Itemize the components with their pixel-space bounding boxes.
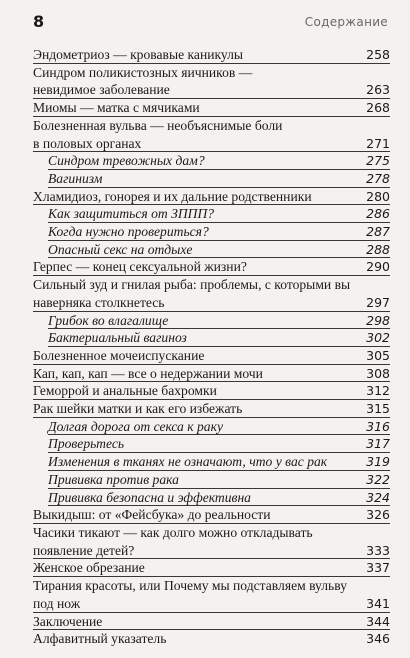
toc-entry[interactable] bbox=[0, 400, 410, 418]
toc-subentry[interactable] bbox=[0, 205, 410, 223]
toc-page-number: 290 bbox=[366, 259, 390, 275]
toc-entry-title: Сильный зуд и гнилая рыба: проблемы, с которыми вы bbox=[33, 277, 351, 293]
toc-subentry[interactable] bbox=[0, 435, 410, 453]
toc-entry-title: Миомы — матка с мячиками bbox=[33, 100, 200, 116]
running-head: Содержание bbox=[304, 15, 388, 29]
toc-entry[interactable] bbox=[0, 559, 410, 577]
toc-entry-title: Тирания красоты, или Почему мы подставляем вульву bbox=[33, 578, 347, 594]
toc-page-number: 337 bbox=[366, 560, 390, 576]
toc-entry-title: Геморрой и анальные бахромки bbox=[33, 383, 217, 399]
toc-entry-title-continued: в половых органах bbox=[33, 135, 142, 151]
toc-page-number: 288 bbox=[366, 241, 390, 257]
toc-subentry[interactable] bbox=[0, 223, 410, 241]
toc-entry-title-continued: под нож bbox=[33, 595, 81, 611]
toc-entry-title-continued: появление детей? bbox=[33, 542, 135, 558]
toc-entry-title: Эндометриоз — кровавые каникулы bbox=[33, 47, 244, 62]
toc-page-number: 298 bbox=[366, 312, 390, 328]
toc-entry-title: Как защититься от ЗППП? bbox=[48, 206, 215, 222]
toc-entry-title: Болезненное мочеиспускание bbox=[33, 347, 205, 363]
toc-page-number: 341 bbox=[366, 595, 390, 611]
toc-page-number: 317 bbox=[366, 436, 390, 452]
toc-page-number: 275 bbox=[366, 153, 390, 169]
toc-subentry[interactable] bbox=[0, 170, 410, 188]
toc-subentry[interactable] bbox=[0, 241, 410, 259]
toc-page-number: 322 bbox=[366, 471, 390, 487]
toc-subentry[interactable] bbox=[0, 312, 410, 330]
toc-entry[interactable] bbox=[0, 524, 410, 559]
toc-entry[interactable] bbox=[0, 276, 410, 311]
toc-subentry[interactable] bbox=[0, 418, 410, 436]
toc-entry-title: Рак шейки матки и как его избежать bbox=[33, 401, 243, 417]
toc-entry[interactable] bbox=[0, 117, 410, 152]
toc-page-number: 326 bbox=[366, 507, 390, 523]
toc-page-number: 268 bbox=[366, 100, 390, 116]
toc-page-number: 315 bbox=[366, 401, 390, 417]
toc-page-number: 305 bbox=[366, 347, 390, 363]
toc-entry[interactable] bbox=[0, 258, 410, 276]
toc-entry-title: Проверьтесь bbox=[48, 436, 125, 452]
toc-entry[interactable] bbox=[0, 347, 410, 365]
toc-page-number: 280 bbox=[366, 188, 390, 204]
toc-entry-title: Изменения в тканях не означают, что у вас рак bbox=[48, 454, 328, 470]
toc-page-number: 319 bbox=[366, 454, 390, 470]
toc-page-number: 344 bbox=[366, 613, 390, 629]
toc-entry-title: Герпес — конец сексуальной жизни? bbox=[33, 259, 247, 275]
toc-page-number: 286 bbox=[366, 206, 390, 222]
toc-entry[interactable] bbox=[0, 64, 410, 99]
page-header bbox=[0, 0, 410, 40]
toc-entry[interactable] bbox=[0, 613, 410, 631]
toc-subentry[interactable] bbox=[0, 471, 410, 489]
toc-entry-title: Болезненная вульва — необъяснимые боли bbox=[33, 117, 283, 133]
toc-page-number: 278 bbox=[366, 170, 390, 186]
toc-subentry[interactable] bbox=[0, 329, 410, 347]
toc-entry[interactable] bbox=[0, 630, 410, 648]
toc-page-number: 302 bbox=[366, 330, 390, 346]
toc-page-number: 297 bbox=[366, 294, 390, 310]
toc-entry[interactable] bbox=[0, 365, 410, 383]
toc-entry-title: Выкидыш: от «Фейсбука» до реальности bbox=[33, 507, 271, 523]
toc-page-number: 324 bbox=[366, 489, 390, 505]
toc-entry-title: Синдром тревожных дам? bbox=[48, 153, 205, 169]
toc-subentry[interactable] bbox=[0, 453, 410, 471]
toc-page-number: 333 bbox=[366, 542, 390, 558]
toc-page-number: 263 bbox=[366, 82, 390, 98]
toc-entry-title: Синдром поликистозных яичников — bbox=[33, 64, 253, 80]
toc-page-number: 287 bbox=[366, 224, 390, 240]
toc-page-number: 308 bbox=[366, 365, 390, 381]
toc-entry-title: Грибок во влагалище bbox=[48, 312, 169, 328]
toc-entry-title: Часики тикают — как долго можно откладывать bbox=[33, 524, 313, 540]
toc-entry[interactable] bbox=[0, 99, 410, 117]
page-number: 8 bbox=[33, 12, 45, 31]
toc-page-number: 271 bbox=[366, 135, 390, 151]
toc-page-number: 312 bbox=[366, 383, 390, 399]
toc-page-number: 258 bbox=[366, 47, 390, 62]
toc-subentry[interactable] bbox=[0, 152, 410, 170]
toc-subentry[interactable] bbox=[0, 489, 410, 507]
toc-entry-title: Хламидиоз, гонорея и их дальние родственники bbox=[33, 188, 312, 204]
toc-entry-title: Прививка безопасна и эффективна bbox=[48, 489, 251, 505]
toc-entry-title-continued: невидимое заболевание bbox=[33, 82, 170, 98]
toc-entry-title: Кап, кап, кап — все о недержании мочи bbox=[33, 365, 263, 381]
toc-page-number: 346 bbox=[366, 631, 390, 647]
table-of-contents bbox=[0, 46, 410, 648]
toc-entry-title: Алфавитный указатель bbox=[33, 631, 167, 647]
toc-entry-title: Когда нужно провериться? bbox=[48, 224, 209, 240]
toc-entry[interactable] bbox=[0, 382, 410, 400]
toc-entry-title: Вагинизм bbox=[48, 170, 103, 186]
toc-entry-title: Долгая дорога от секса к раку bbox=[48, 418, 223, 434]
toc-entry-title: Заключение bbox=[33, 613, 103, 629]
toc-entry[interactable] bbox=[0, 577, 410, 612]
toc-page-number: 316 bbox=[366, 418, 390, 434]
toc-entry-title: Опасный секс на отдыхе bbox=[48, 241, 193, 257]
toc-entry[interactable] bbox=[0, 188, 410, 206]
toc-entry-title-continued: наверняка столкнетесь bbox=[33, 294, 165, 310]
toc-entry-title: Прививка против рака bbox=[48, 471, 179, 487]
toc-entry-title: Женское обрезание bbox=[33, 560, 145, 576]
toc-entry-title: Бактериальный вагиноз bbox=[48, 330, 187, 346]
toc-entry[interactable] bbox=[0, 506, 410, 524]
toc-entry[interactable] bbox=[0, 46, 410, 64]
